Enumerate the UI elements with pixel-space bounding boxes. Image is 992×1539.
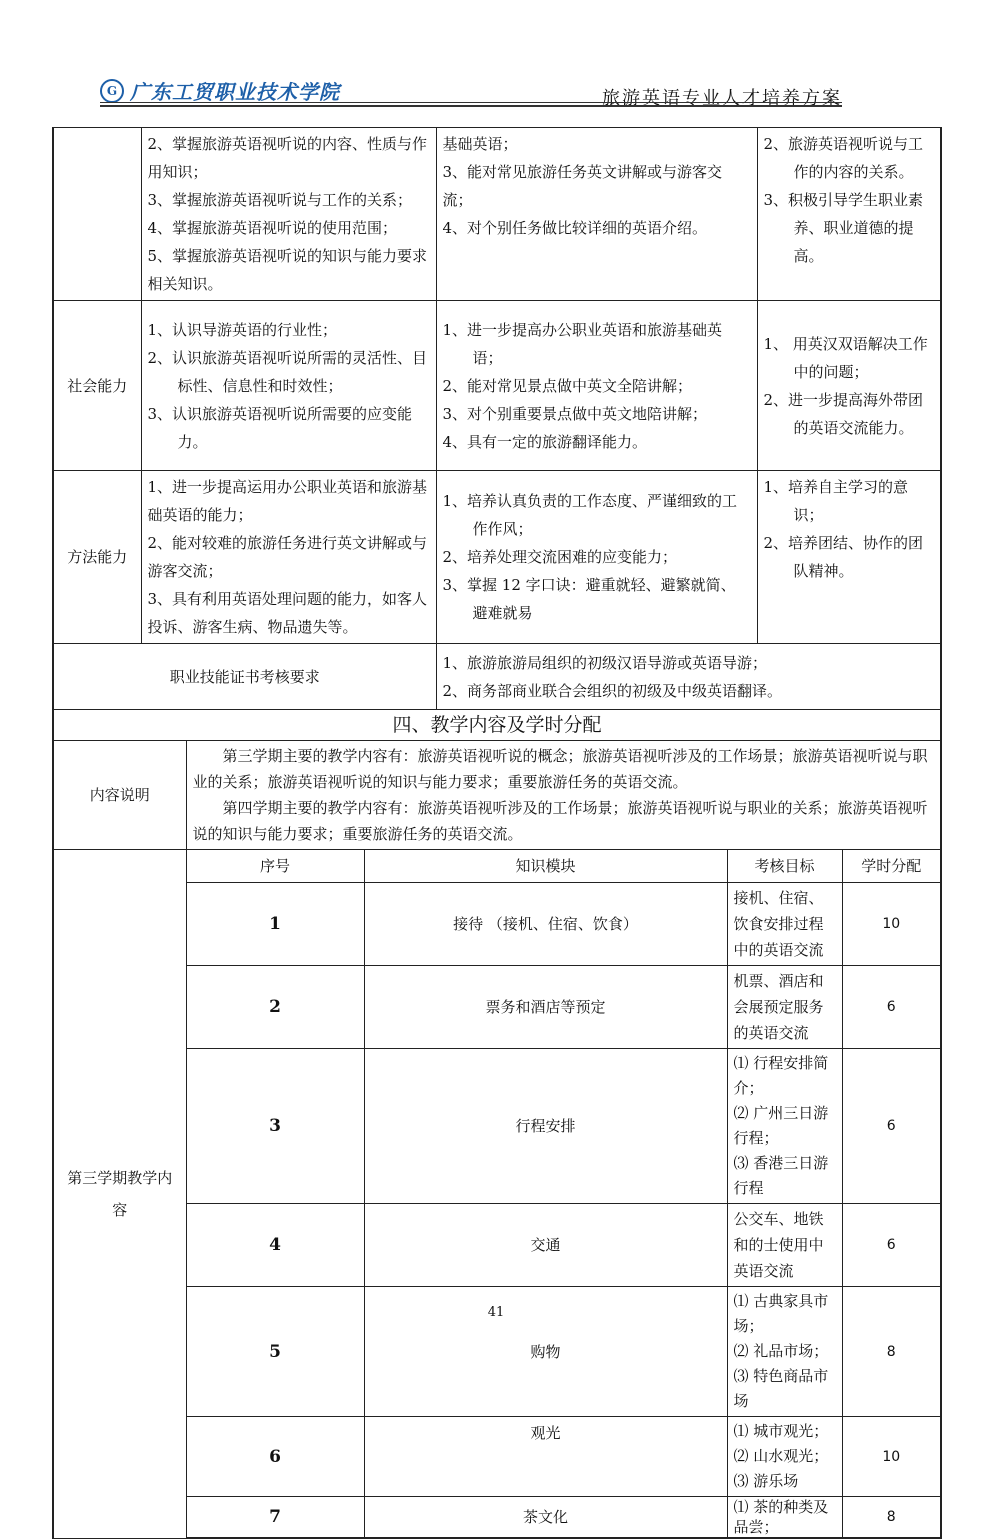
- ability-row: [53, 301, 941, 471]
- ability-category: 方法能力: [53, 471, 141, 644]
- certificate-item: 1、旅游旅游局组织的初级汉语导游或英语导游；: [442, 653, 768, 672]
- goal-item: ⑴ 城市观光；: [733, 1422, 829, 1440]
- skills-item: 3、掌握 12 字口诀：避重就轻、避繁就简、避难就易: [442, 576, 736, 622]
- skills-item: 1、培养认真负责的工作态度、严谨细致的工作作风；: [442, 492, 738, 538]
- goal-item: ⑵ 山水观光；: [733, 1447, 829, 1465]
- goal-item: ⑵ 礼品市场；: [733, 1342, 829, 1360]
- skills-item: 1、进一步提高办公职业英语和旅游基础英语；: [442, 320, 723, 367]
- module-name: 茶文化: [364, 1497, 727, 1539]
- school-name: 广东工贸职业技术学院: [130, 80, 340, 104]
- skills-item: 4、对个别任务做比较详细的英语介绍。: [442, 219, 708, 237]
- knowledge-cell: [141, 128, 436, 301]
- knowledge-item: 5、掌握旅游英语视听说的知识与能力要求相关知识。: [147, 247, 428, 293]
- content-label: 内容说明: [53, 741, 186, 850]
- certificate-cell: [436, 644, 941, 710]
- module-goal: [727, 1497, 842, 1539]
- module-name: 观光: [364, 1417, 727, 1497]
- page-number: 41: [487, 1305, 505, 1320]
- goal-item: ⑵ 广州三日游行程；: [733, 1104, 829, 1147]
- content-description-row: [53, 741, 941, 850]
- page-header: [100, 72, 842, 109]
- module-row: [53, 1417, 941, 1497]
- ability-category: 社会能力: [53, 301, 141, 471]
- module-number: 6: [186, 1417, 364, 1497]
- ability-row: [53, 471, 941, 644]
- curriculum-table: [52, 127, 942, 1539]
- goal-item: ⑶ 香港三日游行程: [733, 1154, 829, 1197]
- document-title: 旅游英语专业人才培养方案: [602, 88, 842, 109]
- column-header-goal: 考核目标: [727, 850, 842, 883]
- module-row: [53, 1049, 941, 1204]
- skills-item: 3、能对常见旅游任务英文讲解或与游客交流；: [442, 163, 723, 209]
- goal-item: 接机、住宿、饮食安排过程中的英语交流: [733, 889, 824, 959]
- knowledge-item: 1、进一步提高运用办公职业英语和旅游基础英语的能力；: [147, 478, 428, 524]
- module-name: 票务和酒店等预定: [364, 966, 727, 1049]
- module-hours: 6: [842, 1049, 941, 1204]
- header-rule: [100, 102, 842, 103]
- goal-item: 公交车、地铁和的士使用中英语交流: [733, 1210, 824, 1280]
- module-row: [53, 966, 941, 1049]
- section-heading-row: [53, 710, 941, 741]
- skills-item: 2、培养处理交流困难的应变能力；: [442, 548, 678, 566]
- module-hours: 6: [842, 966, 941, 1049]
- section-title: 四、教学内容及学时分配: [53, 710, 941, 741]
- module-number: 5: [186, 1287, 364, 1417]
- module-goal: [727, 1204, 842, 1287]
- quality-item: 1、培养自主学习的意识；: [763, 478, 909, 524]
- goal-item: ⑴ 茶的种类及品尝；: [733, 1498, 829, 1536]
- ability-category: [53, 128, 141, 301]
- quality-item: 3、积极引导学生职业素养、职业道德的提高。: [763, 191, 924, 265]
- skills-cell: [436, 471, 757, 644]
- knowledge-item: 2、认识旅游英语视听说所需的灵活性、目标性、信息性和时效性；: [147, 348, 428, 395]
- knowledge-item: 2、掌握旅游英语视听说的内容、性质与作用知识；: [147, 135, 428, 181]
- module-number: 2: [186, 966, 364, 1049]
- module-goal: [727, 1049, 842, 1204]
- module-hours: 8: [842, 1497, 941, 1539]
- module-hours: 6: [842, 1204, 941, 1287]
- skills-cell: [436, 301, 757, 471]
- quality-item: 2、旅游英语视听说与工作的内容的关系。: [763, 135, 924, 181]
- semester-label: 第三学期教学内容: [53, 850, 186, 1539]
- module-name: 行程安排: [364, 1049, 727, 1204]
- skills-cell: [436, 128, 757, 301]
- header-rule-thick: [100, 105, 842, 107]
- column-header-hours: 学时分配: [842, 850, 941, 883]
- certificate-item: 2、商务部商业联合会组织的初级及中级英语翻译。: [442, 681, 783, 700]
- knowledge-cell: [141, 471, 436, 644]
- module-hours: 8: [842, 1287, 941, 1417]
- certificate-row: [53, 644, 941, 710]
- knowledge-item: 1、认识导游英语的行业性；: [147, 320, 338, 339]
- knowledge-cell: [141, 301, 436, 471]
- goal-item: ⑴ 行程安排简介；: [733, 1054, 829, 1097]
- module-goal: [727, 883, 842, 966]
- module-hours: 10: [842, 1417, 941, 1497]
- column-header-module: 知识模块: [364, 850, 727, 883]
- module-number: 3: [186, 1049, 364, 1204]
- knowledge-item: 3、掌握旅游英语视听说与工作的关系；: [147, 191, 413, 209]
- skills-item: 4、具有一定的旅游翻译能力。: [442, 432, 648, 451]
- logo-mark: G: [106, 83, 118, 98]
- module-number: 7: [186, 1497, 364, 1539]
- certificate-label: 职业技能证书考核要求: [53, 644, 436, 710]
- goal-item: 机票、酒店和会展预定服务的英语交流: [733, 972, 824, 1042]
- module-name: 接待 （接机、住宿、饮食）: [364, 883, 727, 966]
- module-name: 购物: [364, 1287, 727, 1417]
- quality-cell: [757, 471, 941, 644]
- logo-icon: [100, 79, 124, 103]
- quality-item: 1、 用英汉双语解决工作中的问题；: [763, 334, 928, 381]
- column-header-no: 序号: [186, 850, 364, 883]
- skills-item: 2、能对常见景点做中英文全陪讲解；: [442, 376, 693, 395]
- goal-item: ⑴ 古典家具市场；: [733, 1292, 829, 1335]
- module-row: [53, 1497, 941, 1539]
- module-row: [53, 1204, 941, 1287]
- knowledge-item: 3、认识旅游英语视听说所需要的应变能力。: [147, 404, 413, 451]
- module-name: 交通: [364, 1204, 727, 1287]
- quality-item: 2、培养团结、协作的团队精神。: [763, 534, 924, 580]
- module-header-row: [53, 850, 941, 883]
- quality-item: 2、进一步提高海外带团的英语交流能力。: [763, 390, 924, 437]
- goal-item: ⑶ 游乐场: [733, 1472, 799, 1490]
- module-number: 1: [186, 883, 364, 966]
- content-paragraph: 第四学期主要的教学内容有：旅游英语视听涉及的工作场景；旅游英语视听说与职业的关系；旅游英语视听说的知识与能力要求；重要旅游任务的英语交流。: [192, 799, 928, 843]
- module-number: 4: [186, 1204, 364, 1287]
- knowledge-item: 4、掌握旅游英语视听说的使用范围；: [147, 219, 398, 237]
- quality-cell: [757, 128, 941, 301]
- knowledge-item: 3、具有利用英语处理问题的能力，如客人投诉、游客生病、物品遗失等。: [147, 590, 428, 636]
- content-description: [186, 741, 941, 850]
- module-hours: 10: [842, 883, 941, 966]
- quality-cell: [757, 301, 941, 471]
- module-row: [53, 883, 941, 966]
- module-goal: [727, 1417, 842, 1497]
- goal-item: ⑶ 特色商品市场: [733, 1367, 829, 1410]
- skills-item: 基础英语；: [442, 135, 518, 153]
- school-logo: [100, 76, 340, 105]
- knowledge-item: 2、能对较难的旅游任务进行英文讲解或与游客交流；: [147, 534, 428, 580]
- skills-item: 3、对个别重要景点做中英文地陪讲解；: [442, 404, 708, 423]
- module-goal: [727, 966, 842, 1049]
- content-paragraph: 第三学期主要的教学内容有：旅游英语视听说的概念；旅游英语视听涉及的工作场景；旅游英语视听说与职业的关系；旅游英语视听说的知识与能力要求；重要旅游任务的英语交流。: [192, 747, 928, 791]
- ability-row: [53, 128, 941, 301]
